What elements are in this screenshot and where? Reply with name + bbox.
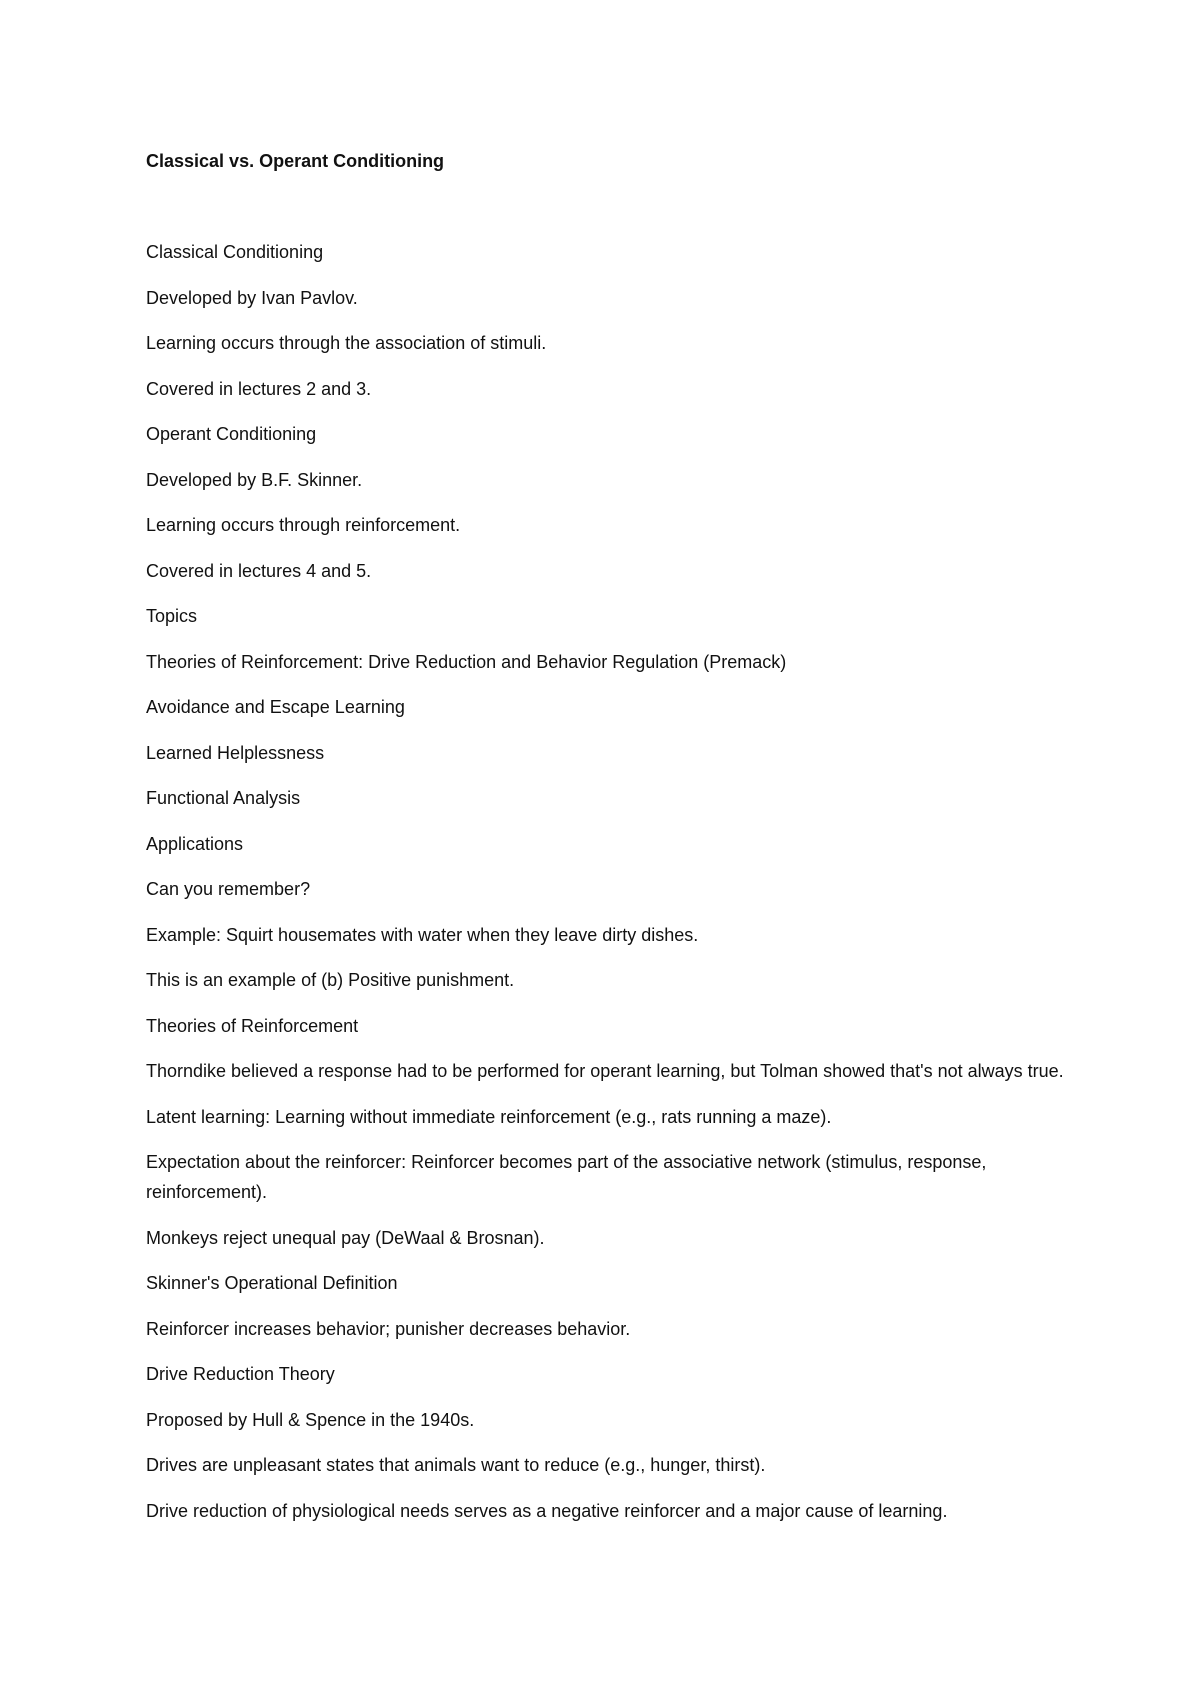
- paragraph: Drives are unpleasant states that animals want to reduce (e.g., hunger, thirst).: [146, 1455, 766, 1475]
- paragraph: Learning occurs through reinforcement.: [146, 515, 461, 535]
- section-heading-theories: Theories of Reinforcement: [146, 1015, 359, 1036]
- paragraph: Thorndike believed a response had to be performed for operant learning, but Tolman showed that's not always true.: [146, 1061, 1064, 1081]
- paragraph: Latent learning: Learning without immediate reinforcement (e.g., rats running a maze).: [146, 1106, 832, 1127]
- paragraph: Learned Helplessness: [146, 742, 325, 763]
- section-heading-drive-reduction: Drive Reduction Theory: [146, 1364, 335, 1384]
- section-heading-operant: Operant Conditioning: [146, 424, 317, 444]
- section-heading-skinner: Skinner's Operational Definition: [146, 1273, 398, 1293]
- paragraph: Functional Analysis: [146, 788, 301, 808]
- document-title: Classical vs. Operant Conditioning: [146, 151, 445, 171]
- paragraph: Developed by Ivan Pavlov.: [146, 287, 358, 308]
- paragraph: Reinforcer increases behavior; punisher decreases behavior.: [146, 1318, 631, 1339]
- section-heading-topics: Topics: [146, 606, 198, 626]
- paragraph: Covered in lectures 4 and 5.: [146, 560, 372, 581]
- paragraph: Learning occurs through the association of stimuli.: [146, 333, 547, 353]
- paragraph: Applications: [146, 833, 244, 854]
- paragraph: Developed by B.F. Skinner.: [146, 469, 363, 490]
- paragraph: Avoidance and Escape Learning: [146, 697, 405, 717]
- paragraph: Covered in lectures 2 and 3.: [146, 378, 372, 399]
- paragraph: Example: Squirt housemates with water when they leave dirty dishes.: [146, 924, 699, 945]
- paragraph: This is an example of (b) Positive punishment.: [146, 970, 515, 990]
- section-heading-classical: Classical Conditioning: [146, 242, 324, 262]
- paragraph: Proposed by Hull & Spence in the 1940s.: [146, 1409, 475, 1430]
- document-body: [146, 146, 1066, 1541]
- paragraph: Expectation about the reinforcer: Reinforcer becomes part of the associative network (stimulus, response, reinforcement).: [146, 1152, 987, 1202]
- section-heading-can-you-remember: Can you remember?: [146, 879, 311, 899]
- paragraph: Monkeys reject unequal pay (DeWaal & Brosnan).: [146, 1227, 545, 1248]
- paragraph: Theories of Reinforcement: Drive Reduction and Behavior Regulation (Premack): [146, 651, 787, 672]
- paragraph: Drive reduction of physiological needs serves as a negative reinforcer and a major cause of learning.: [146, 1500, 948, 1521]
